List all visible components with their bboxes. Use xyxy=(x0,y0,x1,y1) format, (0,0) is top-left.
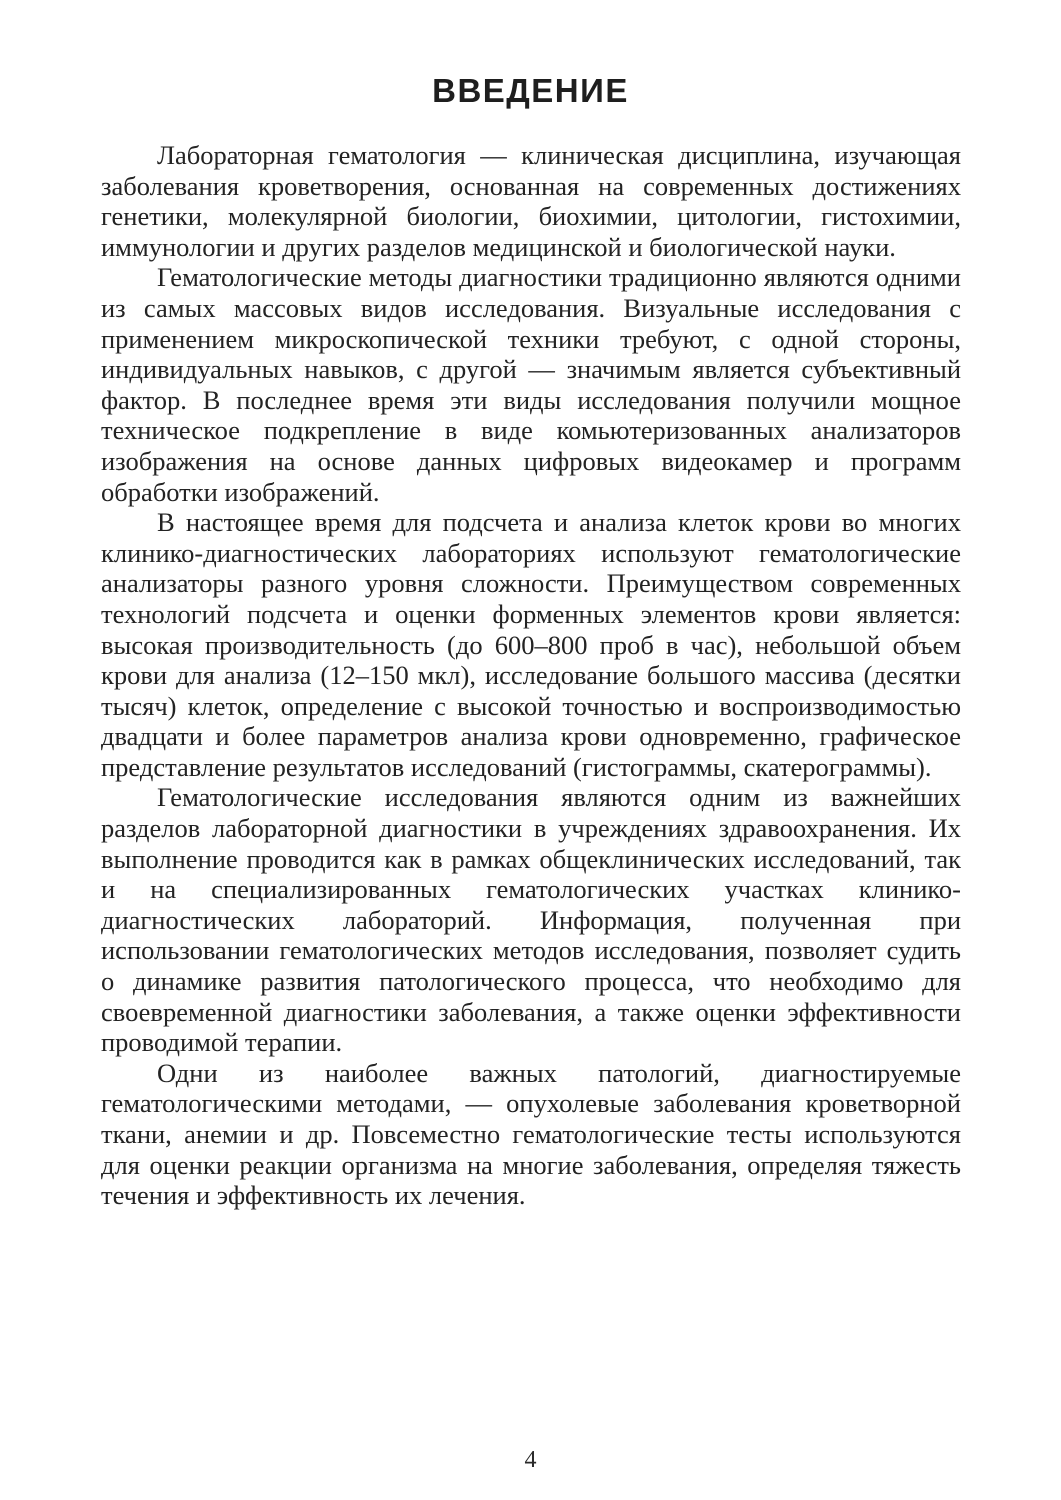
body-text xyxy=(101,140,961,1211)
paragraph-5: Одни из наиболее важных патологий, диагностируемые гематологическими методами, — опухолевые заболевания кроветворной ткани, анемии и др. Повсеместно гематологические тесты используются для оценки реакции организма на многие заболевания, определяя тяжесть течения и эффективность их лечения. xyxy=(101,1057,961,1211)
paragraph-4: Гематологические исследования являются одним из важнейших разделов лабораторной диагностики в учреждениях здравоохранения. Их выполнение проводится как в рамках общеклинических исследований, так и на специализированных гематологических участках клинико-диагностических лабораторий. Информация, полученная при использовании гематологических методов исследования, позволяет судить о динамике развития патологического процесса, что необходимо для своевременной диагностики заболевания, а также оценки эффективности проводимой терапии. xyxy=(101,782,961,1058)
page-title: ВВЕДЕНИЕ xyxy=(432,72,629,109)
paragraph-1: Лабораторная гематология — клиническая дисциплина, изучающая заболевания кроветворения, основанная на современных достижениях генетики, молекулярной биологии, биохимии, цитологии, гистохимии, иммунологии и других разделов медицинской и биологической науки. xyxy=(101,140,961,262)
paragraph-2: Гематологические методы диагностики традиционно являются одними из самых массовых видов исследования. Визуальные исследования с применением микроскопической техники требуют, с одной стороны, индивидуальных навыков, с другой — значимым является субъективный фактор. В последнее время эти виды исследования получили мощное техническое подкрепление в виде комьютеризованных анализаторов изображения на основе данных цифровых видеокамер и программ обработки изображений. xyxy=(101,262,961,507)
page-number: 4 xyxy=(524,1447,537,1473)
paragraph-3: В настоящее время для подсчета и анализа клеток крови во многих клинико-диагностических лабораториях используют гематологические анализаторы разного уровня сложности. Преимуществом современных технологий подсчета и оценки форменных элементов крови является: высокая производительность (до 600–800 проб в час), небольшой объем крови для анализа (12–150 мкл), исследование большого массива (десятки тысяч) клеток, определение с высокой точностью и воспроизводимостью двадцати и более параметров анализа крови одновременно, графическое представление результатов исследований (гистограммы, скатерограммы). xyxy=(101,507,961,782)
